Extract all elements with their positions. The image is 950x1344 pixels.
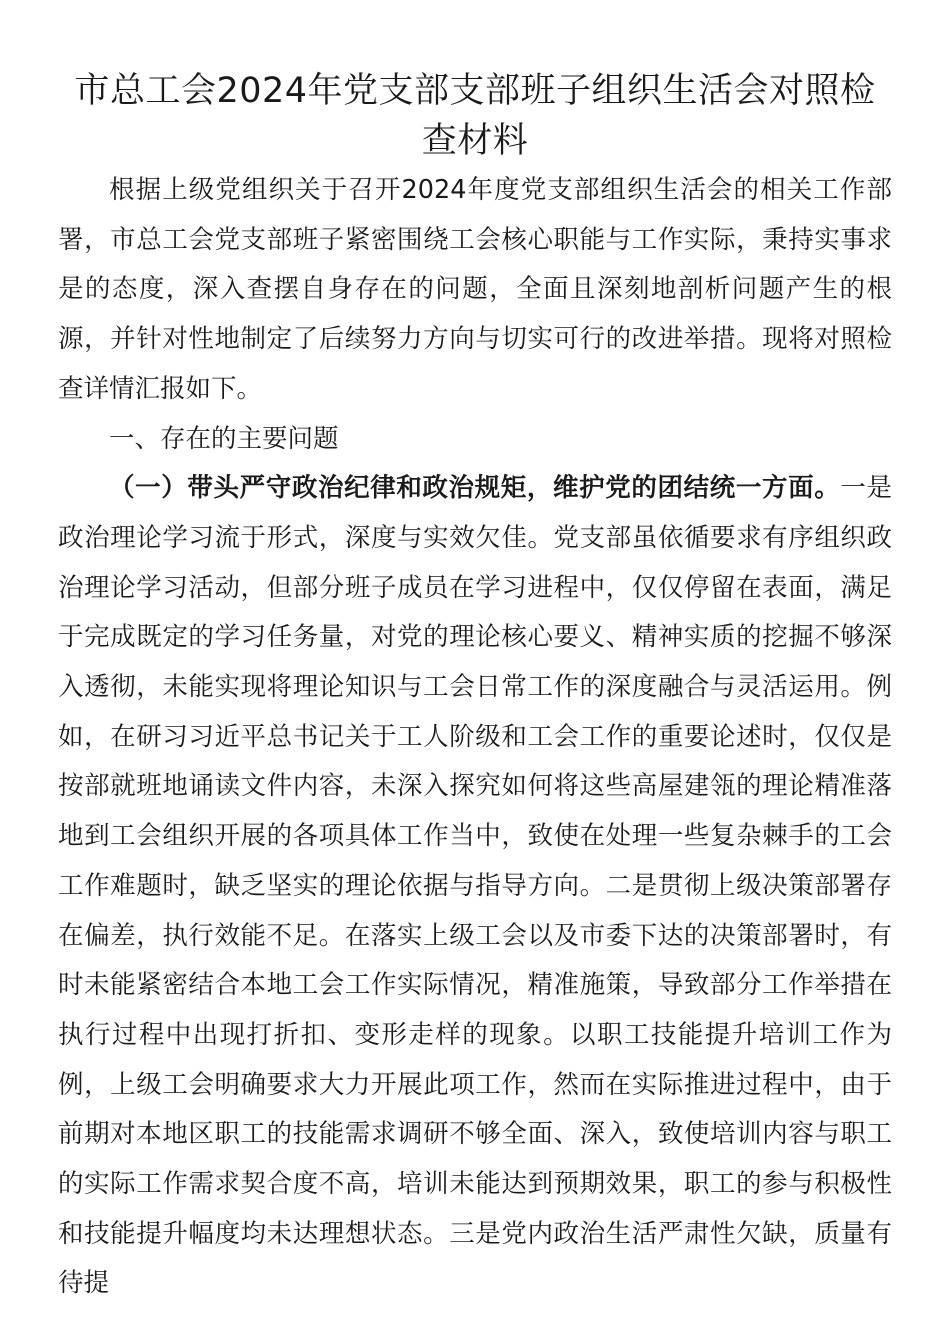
section-heading: 一、存在的主要问题 bbox=[109, 423, 339, 454]
document-page bbox=[58, 66, 892, 1309]
intro-paragraph: 根据上级党组织关于召开2024年度党支部组织生活会的相关工作部署，市总工会党支部班子紧密围绕工会核心职能与工作实际，秉持实事求是的态度，深入查摆自身存在的问题，全面且深刻地剖析问题产生的根源，并针对性地制定了后续努力方向与切实可行的改进举措。现将对照检查详情汇报如下。 bbox=[58, 175, 892, 404]
subsection-lead: （一）带头严守政治纪律和政治规矩，维护党的团结统一方面。 bbox=[109, 473, 841, 504]
subsection-body: 一是政治理论学习流于形式，深度与实效欠佳。党支部虽依循要求有序组织政治理论学习活动，但部分班子成员在学习进程中，仅仅停留在表面，满足于完成既定的学习任务量，对党的理论核心要义、精神实质的挖掘不够深入透彻，未能实现将理论知识与工会日常工作的深度融合与灵活运用。例如，在研习习近平总书记关于工人阶级和工会工作的重要论述时，仅仅是按部就班地诵读文件内容，未深入探究如何将这些高屋建瓴的理论精准落地到工会组织开展的各项具体工作当中，致使在处理一些复杂棘手的工会工作难题时，缺乏坚实的理论依据与指导方向。二是贯彻上级决策部署存在偏差，执行效能不足。在落实上级工会以及市委下达的决策部署时，有时未能紧密结合本地工会工作实际情况，精准施策，导致部分工作举措在执行过程中出现打折扣、变形走样的现象。以职工技能提升培训工作为例，上级工会明确要求大力开展此项工作，然而在实际推进过程中，由于前期对本地区职工的技能需求调研不够全面、深入，致使培训内容与职工的实际工作需求契合度不高，培训未能达到预期效果，职工的参与积极性和技能提升幅度均未达理想状态。三是党内政治生活严肃性欠缺，质量有待提 bbox=[58, 473, 892, 1299]
subsection-paragraph bbox=[58, 464, 892, 1309]
document-title: 市总工会2024年党支部支部班子组织生活会对照检查材料 bbox=[74, 71, 876, 161]
